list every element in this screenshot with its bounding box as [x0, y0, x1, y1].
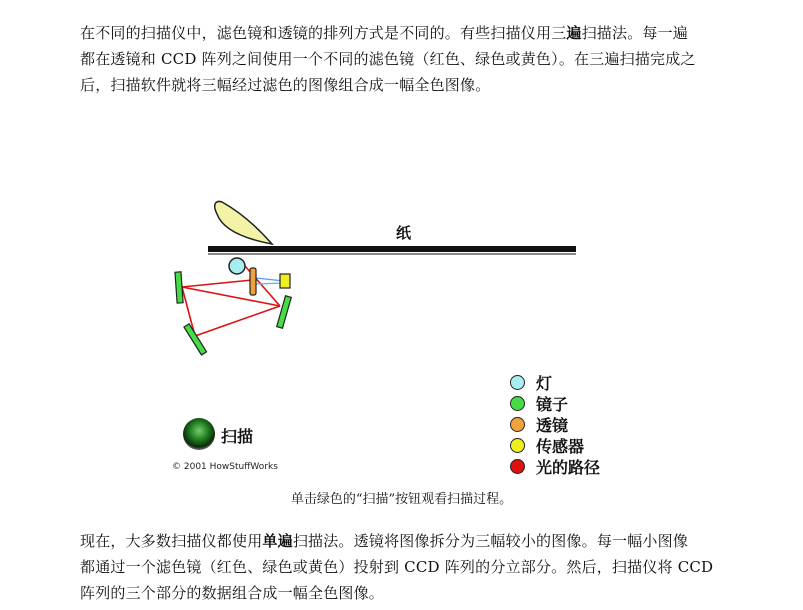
intro-text: 在不同的扫描仪中，滤色镜和透镜的排列方式是不同的。有些扫描仪用三 [80, 24, 567, 42]
legend-label: 透镜 [536, 416, 569, 435]
outro-text: 阵列的三个部分的数据组合成一幅全色图像。 [80, 584, 385, 602]
legend-label: 镜子 [536, 395, 569, 414]
intro-text: 扫描法。每一遍 [581, 24, 689, 42]
sensor [280, 274, 290, 288]
outro-text: 扫描法。透镜将图像拆分为三幅较小的图像。每一幅小图像 [292, 532, 689, 550]
paper-bar [208, 246, 576, 252]
light-path-dot-icon [510, 459, 525, 474]
legend-label: 灯 [536, 374, 553, 393]
legend-item-lens [510, 414, 600, 435]
outro-paragraph [80, 528, 728, 606]
intro-paragraph [80, 20, 728, 98]
legend [510, 372, 600, 477]
intro-bold: 遍 [566, 24, 582, 42]
scan-button[interactable] [183, 418, 215, 450]
scan-button-label[interactable]: 扫描 [221, 427, 254, 446]
paper-label: 纸 [396, 224, 412, 242]
mirror [184, 324, 207, 355]
legend-item-sensor [510, 435, 600, 456]
legend-label: 传感器 [536, 437, 585, 456]
intro-text: 都在透镜和 CCD 阵列之间使用一个不同的滤色镜（红色、绿色或黄色）。在三遍扫描完成之 [80, 50, 696, 68]
legend-item-light-path [510, 456, 600, 477]
lens-dot-icon [510, 417, 525, 432]
outro-bold: 单遍 [262, 532, 293, 550]
intro-text: 后，扫描软件就将三幅经过滤色的图像组合成一幅全色图像。 [80, 76, 491, 94]
lamp-dot-icon [510, 375, 525, 390]
mirror [175, 272, 183, 303]
document-curl [215, 202, 272, 245]
legend-label: 光的路径 [536, 458, 601, 477]
mirror [277, 296, 292, 328]
lens [250, 268, 256, 295]
legend-item-lamp [510, 372, 600, 393]
outro-text: 现在，大多数扫描仪都使用 [80, 532, 263, 550]
mirror-dot-icon [510, 396, 525, 411]
diagram-caption: 单击绿色的“扫描”按钮观看扫描过程。 [290, 492, 513, 507]
lamp [229, 258, 245, 274]
copyright-text: © 2001 HowStuffWorks [172, 462, 278, 472]
sensor-dot-icon [510, 438, 525, 453]
legend-item-mirror [510, 393, 600, 414]
outro-text: 都通过一个滤色镜（红色、绿色或黄色）投射到 CCD 阵列的分立部分。然后，扫描仪将 CCD [80, 558, 714, 576]
